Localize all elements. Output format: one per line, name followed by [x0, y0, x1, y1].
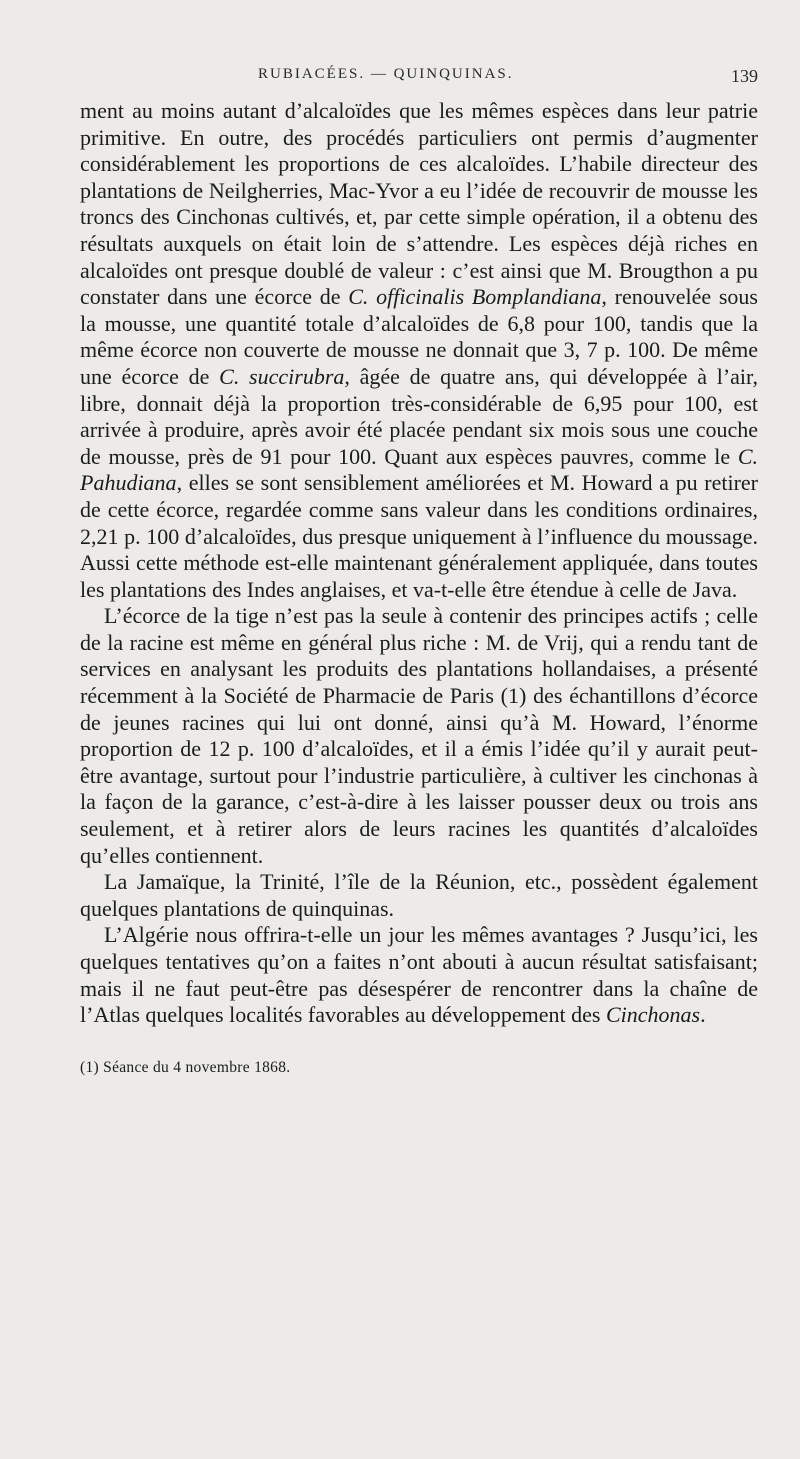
body-text [80, 98, 758, 1029]
footnote: (1) Séance du 4 novembre 1868. [80, 1058, 291, 1076]
italic-text: C. Pahudiana [80, 443, 758, 496]
text-run: L’écorce de la tige n’est pas la seule à contenir des principes actifs ; celle de la racine est même en général plus riche : M. de Vrij, qui a rendu tant de services en analysant les produits des plantations hollandaises, a présenté récemment à la Société de Pharmacie de Paris (1) des échantillons d’écorce de jeunes racines qui lui ont donné, ainsi qu’à M. Howard, l’énorme proportion de 12 p. 100 d’alcaloïdes, et il a émis l’idée qu’il y aurait peut-être avantage, surtout pour l’industrie particulière, à cultiver les cinchonas à la façon de la garance, c’est-à-dire à les laisser pousser deux ou trois ans seulement, et à retirer alors de leurs racines les quantités d’alcaloïdes qu’elles contiennent. [80, 603, 758, 868]
running-title: RUBIACÉES. — QUINQUINAS. [258, 66, 514, 82]
running-head [80, 62, 758, 98]
text-run: . [700, 1002, 706, 1028]
text-run: , elles se sont sensiblement améliorées et M. Howard a pu retirer de cette écorce, regardée comme sans valeur dans les conditions ordinaires, 2,21 p. 100 d’alcaloïdes, dus presque uniquement à l’influence du moussage. Aussi cette méthode est-elle maintenant généralement appliquée, dans toutes les plantations des Indes anglaises, et va-t-elle être étendue à celle de Java. [80, 470, 758, 602]
italic-text: C. succirubra [219, 363, 345, 389]
text-run: , âgée de quatre ans, qui développée à l’air, libre, donnait déjà la proportion très-considérable de 6,95 pour 100, est arrivée à produire, après avoir été placée pendant six mois sous une couche de mousse, près de 91 pour 100. Quant aux espèces pauvres, comme le [80, 363, 758, 469]
text-run: ment au moins autant d’alcaloïdes que les mêmes espèces dans leur patrie primitive. En outre, des procédés particuliers ont permis d’augmenter considérablement les proportions de ces alcaloïdes. L’habile directeur des plantations de Neilgherries, Mac-Yvor a eu l’idée de recouvrir de mousse les troncs des Cinchonas cultivés, et, par cette simple opération, il a obtenu des résultats auxquels on était loin de s’attendre. Les espèces déjà riches en alcaloïdes ont presque doublé de valeur : c’est ainsi que M. Brougthon a pu constater dans une écorce de [80, 98, 758, 310]
text-run: L’Algérie nous offrira-t-elle un jour les mêmes avantages ? Jusqu’ici, les quelques tentatives qu’on a faites n’ont abouti à aucun résultat satisfaisant; mais il ne faut peut-être pas désespérer de rencontrer dans la chaîne de l’Atlas quelques localités favorables au développement des [80, 922, 758, 1028]
text-run: La Jamaïque, la Trinité, l’île de la Réunion, etc., possèdent également quelques plantations de quinquinas. [80, 869, 758, 921]
page-number: 139 [731, 66, 758, 86]
paragraph [80, 869, 758, 922]
paragraph [80, 922, 758, 1028]
paragraph [80, 603, 758, 869]
text-run: , renouvelée sous la mousse, une quantité totale d’alcaloïdes de 6,8 pour 100, tandis que la même écorce non couverte de mousse ne donnait que 3, 7 p. 100. De même une écorce de [80, 284, 758, 389]
italic-text: C. officinalis Bomplandiana [348, 284, 602, 310]
italic-text: Cinchonas [606, 1002, 701, 1028]
paragraph [80, 98, 758, 603]
